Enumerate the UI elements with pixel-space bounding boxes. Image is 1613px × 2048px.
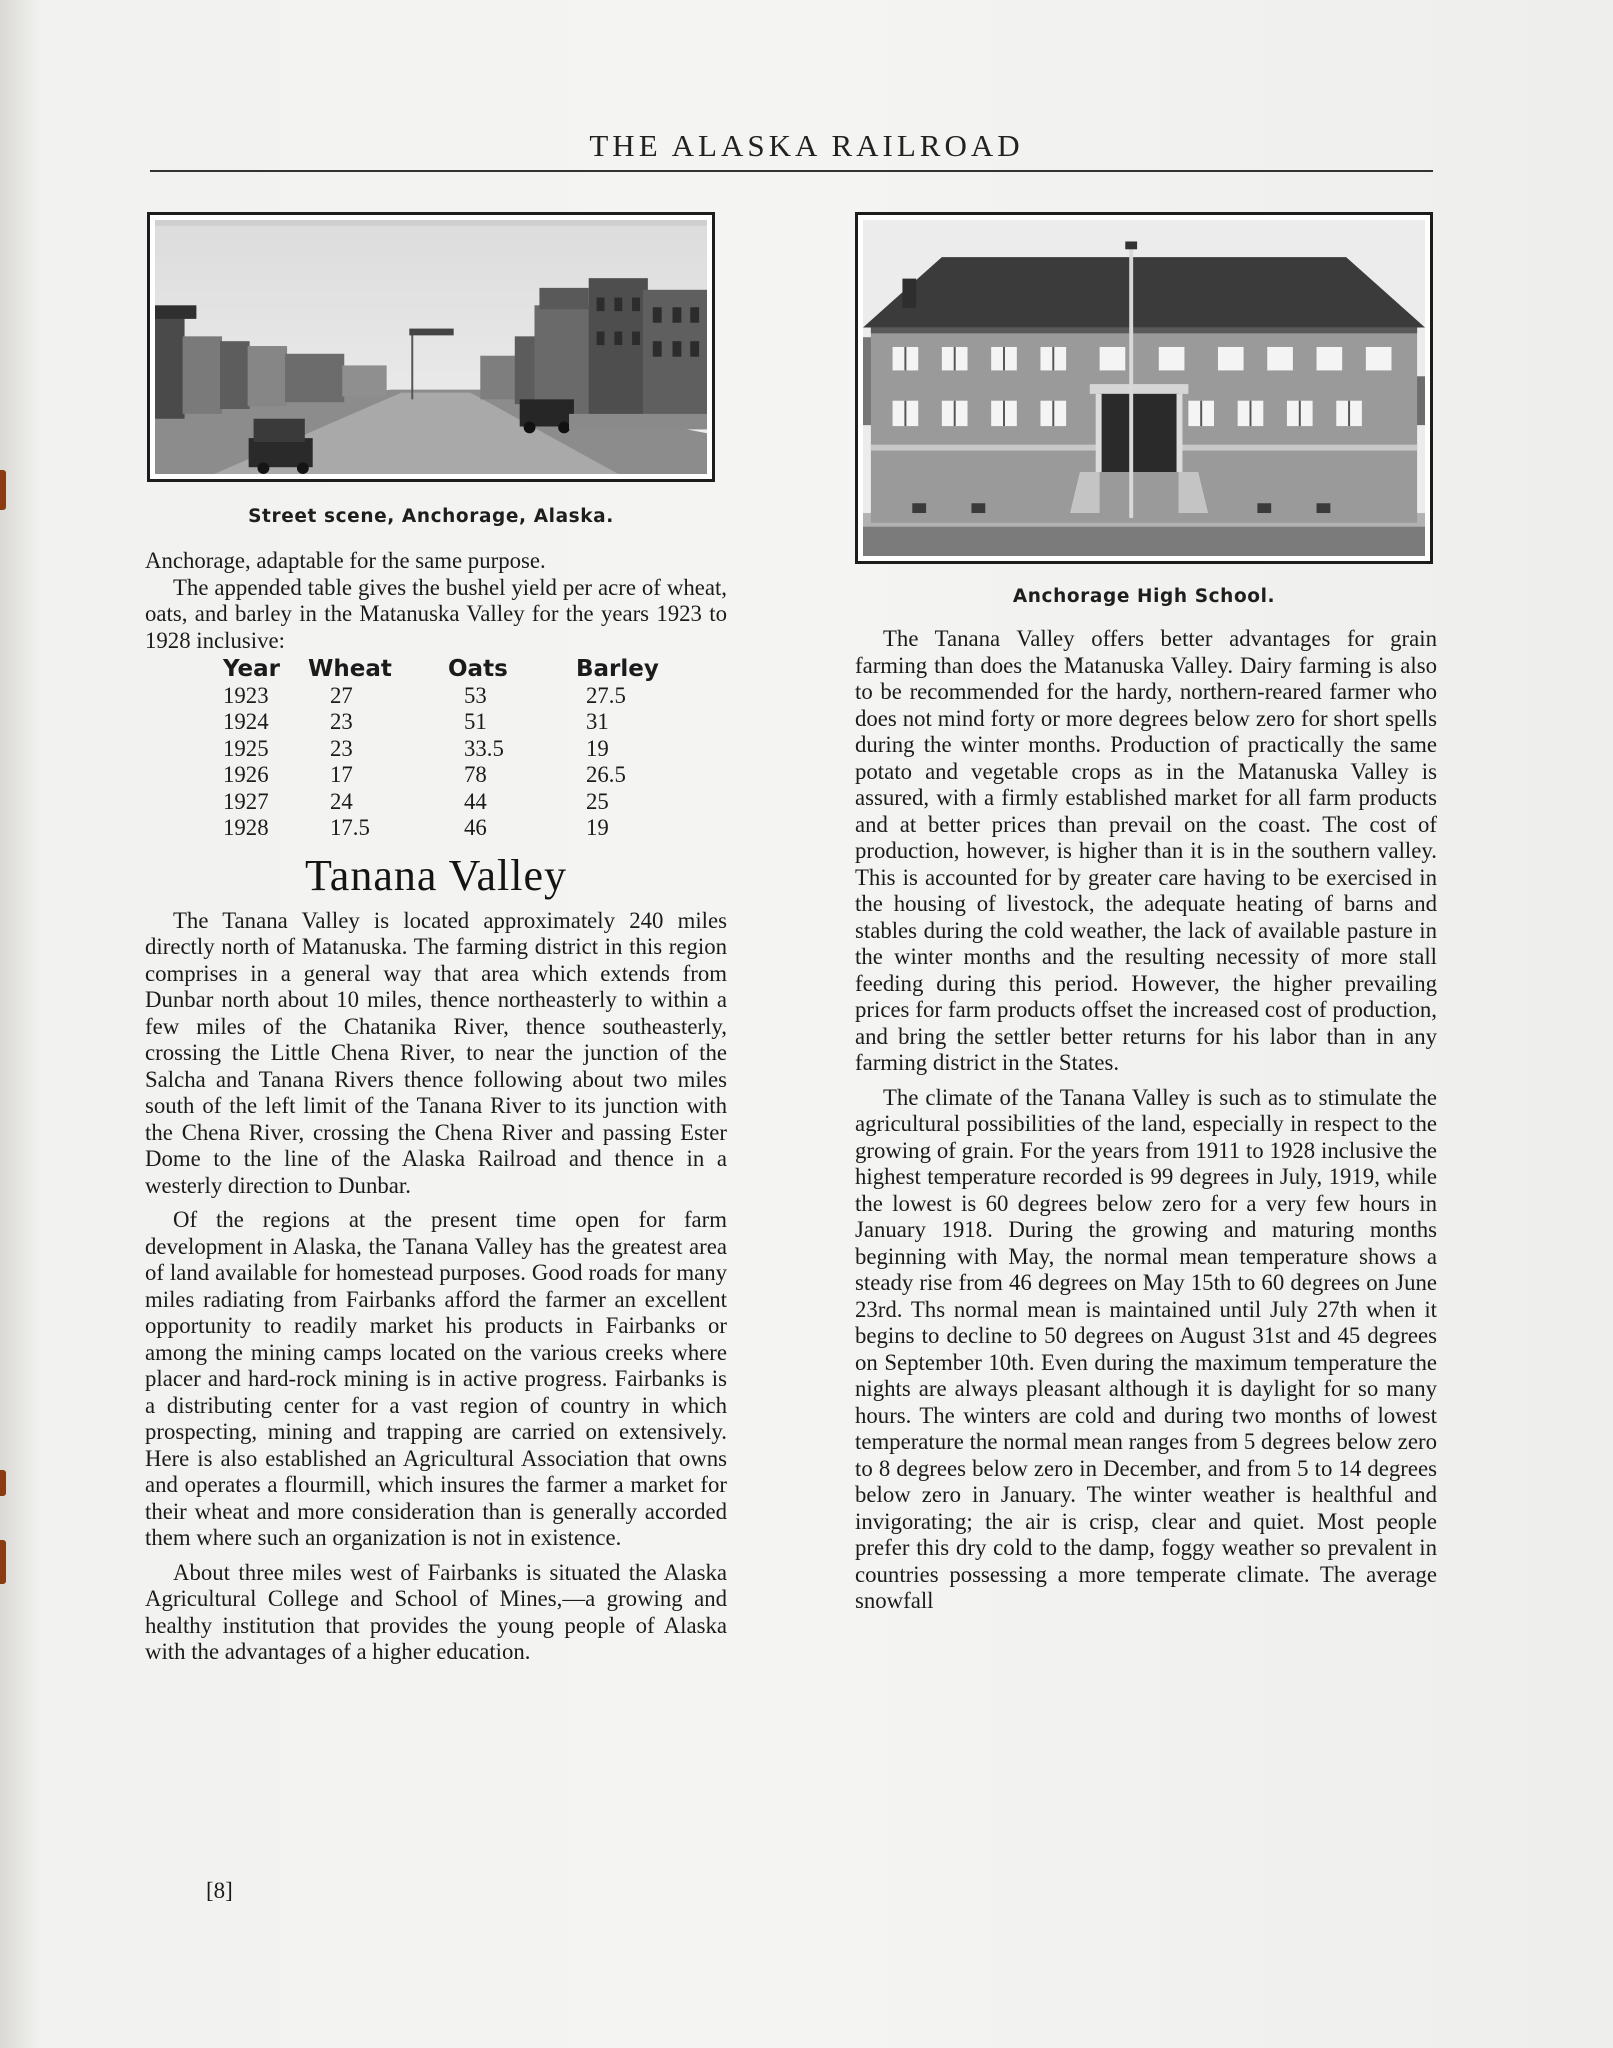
table-cell: 17.5 [330, 815, 370, 840]
table-cell: 25 [586, 788, 609, 814]
street-scene-photo [147, 212, 715, 482]
table-cell: 1925 [223, 735, 269, 761]
table-cell: 26.5 [586, 762, 626, 787]
table-cell: 1927 [223, 788, 269, 814]
table-row [223, 789, 666, 816]
table-row [223, 736, 666, 763]
table-cell: 53 [464, 682, 487, 708]
street-scene-caption: Street scene, Anchorage, Alaska. [248, 506, 614, 527]
table-cell: 19 [586, 735, 609, 761]
paragraph: Of the regions at the present time open for farm development in Alaska, the Tanana Valley has the greatest area of land available for homestead purposes. Good roads for many miles radiating from Fairbanks afford the farmer an excellent opportunity to readily market his products in Fairbanks or among the mining camps located on the various creeks where placer and hard-rock mining is in active progress. Fairbanks is a distributing center for a vast region of country in which prospecting, mining and trapping are carried on extensively. Here is also established an Agricultural Association that owns and operates a flourmill, which insures the farmer a market for their wheat and more consideration than is generally accorded them where such an organization is not in existence. [145, 1207, 727, 1550]
running-title: THE ALASKA RAILROAD [589, 128, 1024, 163]
paragraph: About three miles west of Fairbanks is situated the Alaska Agricultural College and School of Mines,—a growing and healthy institution that provides the young people of Alaska with the advantages of a higher education. [145, 1559, 727, 1664]
table-cell: 1924 [223, 709, 269, 734]
paragraph-table-intro: The appended table gives the bushel yield per acre of wheat, oats, and barley in the Matanuska Valley for the years 1923 to 1928 inclusive: [145, 574, 727, 653]
table-cell: 27.5 [586, 682, 626, 708]
column-header: Wheat [308, 656, 392, 682]
table-cell: 44 [464, 788, 487, 814]
school-caption: Anchorage High School. [1012, 586, 1276, 607]
school-photo [855, 212, 1433, 564]
table-cell: 1926 [223, 762, 269, 787]
section-title: Tanana Valley [304, 850, 567, 900]
table-cell: 19 [586, 815, 609, 840]
column-header: Oats [448, 656, 508, 682]
table-cell: 33.5 [464, 735, 504, 761]
yield-table-header-row [223, 656, 666, 683]
table-cell: 23 [330, 735, 353, 761]
table-row [223, 762, 666, 789]
table-cell: 1928 [223, 815, 269, 840]
left-column [145, 548, 727, 1666]
page-number: [8] [206, 1878, 233, 1903]
table-cell: 31 [586, 709, 609, 734]
column-header: Barley [576, 656, 659, 682]
table-row [223, 815, 666, 842]
page-edge-mark [0, 470, 6, 510]
column-header: Year [223, 656, 281, 682]
table-row [223, 709, 666, 736]
table-cell: 78 [464, 762, 487, 787]
paragraph: The Tanana Valley offers better advantages for grain farming than does the Matanuska Valley. Dairy farming is also to be recommended for the hardy, northern-reared farmer who does not mind forty or more degrees below zero for short spells during the winter months. Production of practically the same potato and vegetable crops as in the Matanuska Valley is assured, with a firmly established market for all farm products and at better prices than prevail on the coast. The cost of production, however, is higher than it is in the southern valley. This is accounted for by greater care having to be exercised in the housing of livestock, the adequate heating of barns and stables during the cold weather, the lack of available pasture in the winter months and the resulting necessity of more stall feeding during this period. However, the higher prevailing prices for farm products offset the increased cost of production, and bring the settler better returns for his labor than in any farming district in the States. [855, 626, 1437, 1075]
table-cell: 23 [330, 709, 353, 734]
page-edge-mark [0, 1540, 6, 1584]
paragraph: The Tanana Valley is located approximately 240 miles directly north of Matanuska. The farming district in this region comprises in a general way that area which extends from Dunbar north about 10 miles, thence northeasterly to within a few miles of the Chatanika River, thence southeasterly, crossing the Little Chena River, to near the junction of the Salcha and Tanana Rivers thence following about two miles south of the left limit of the Tanana River to its junction with the Chena River, crossing the Chena River and passing Ester Dome to the line of the Alaska Railroad and thence in a westerly direction to Dunbar. [145, 907, 727, 1198]
table-cell: 24 [330, 788, 353, 814]
table-cell: 27 [330, 682, 353, 708]
paragraph: The climate of the Tanana Valley is such as to stimulate the agricultural possibilities of the land, especially in respect to the growing of grain. For the years from 1911 to 1928 inclusive the highest temperature recorded is 99 degrees in July, 1919, while the lowest is 60 degrees below zero for a very few hours in January 1918. During the growing and maturing months beginning with May, the normal mean temperature shows a steady rise from 46 degrees on May 15th to 60 degrees on June 23rd. Ths normal mean is maintained until July 27th when it begins to decline to 50 degrees on August 31st and 45 degrees on September 10th. Even during the maximum temperature the nights are always pleasant although it is daylight for so many hours. The winters are cold and during two months of lowest temperature the normal mean ranges from 5 degrees below zero to 8 degrees below zero in December, and from 5 to 14 degrees below zero in January. The winter weather is healthful and invigorating; the air is crisp, clear and quiet. Most people prefer this dry cold to the damp, foggy weather so prevalent in countries possessing a more temperate climate. The average snowfall [855, 1084, 1437, 1613]
paragraph: Anchorage, adaptable for the same purpose. [145, 548, 546, 573]
header-rule [150, 170, 1433, 172]
table-row [223, 683, 666, 710]
yield-table [223, 656, 666, 842]
table-cell: 1923 [223, 682, 269, 708]
table-cell: 51 [464, 709, 487, 734]
table-cell: 46 [464, 815, 487, 840]
right-column [855, 626, 1437, 1615]
table-cell: 17 [330, 762, 353, 787]
page-edge-mark [0, 1470, 6, 1496]
